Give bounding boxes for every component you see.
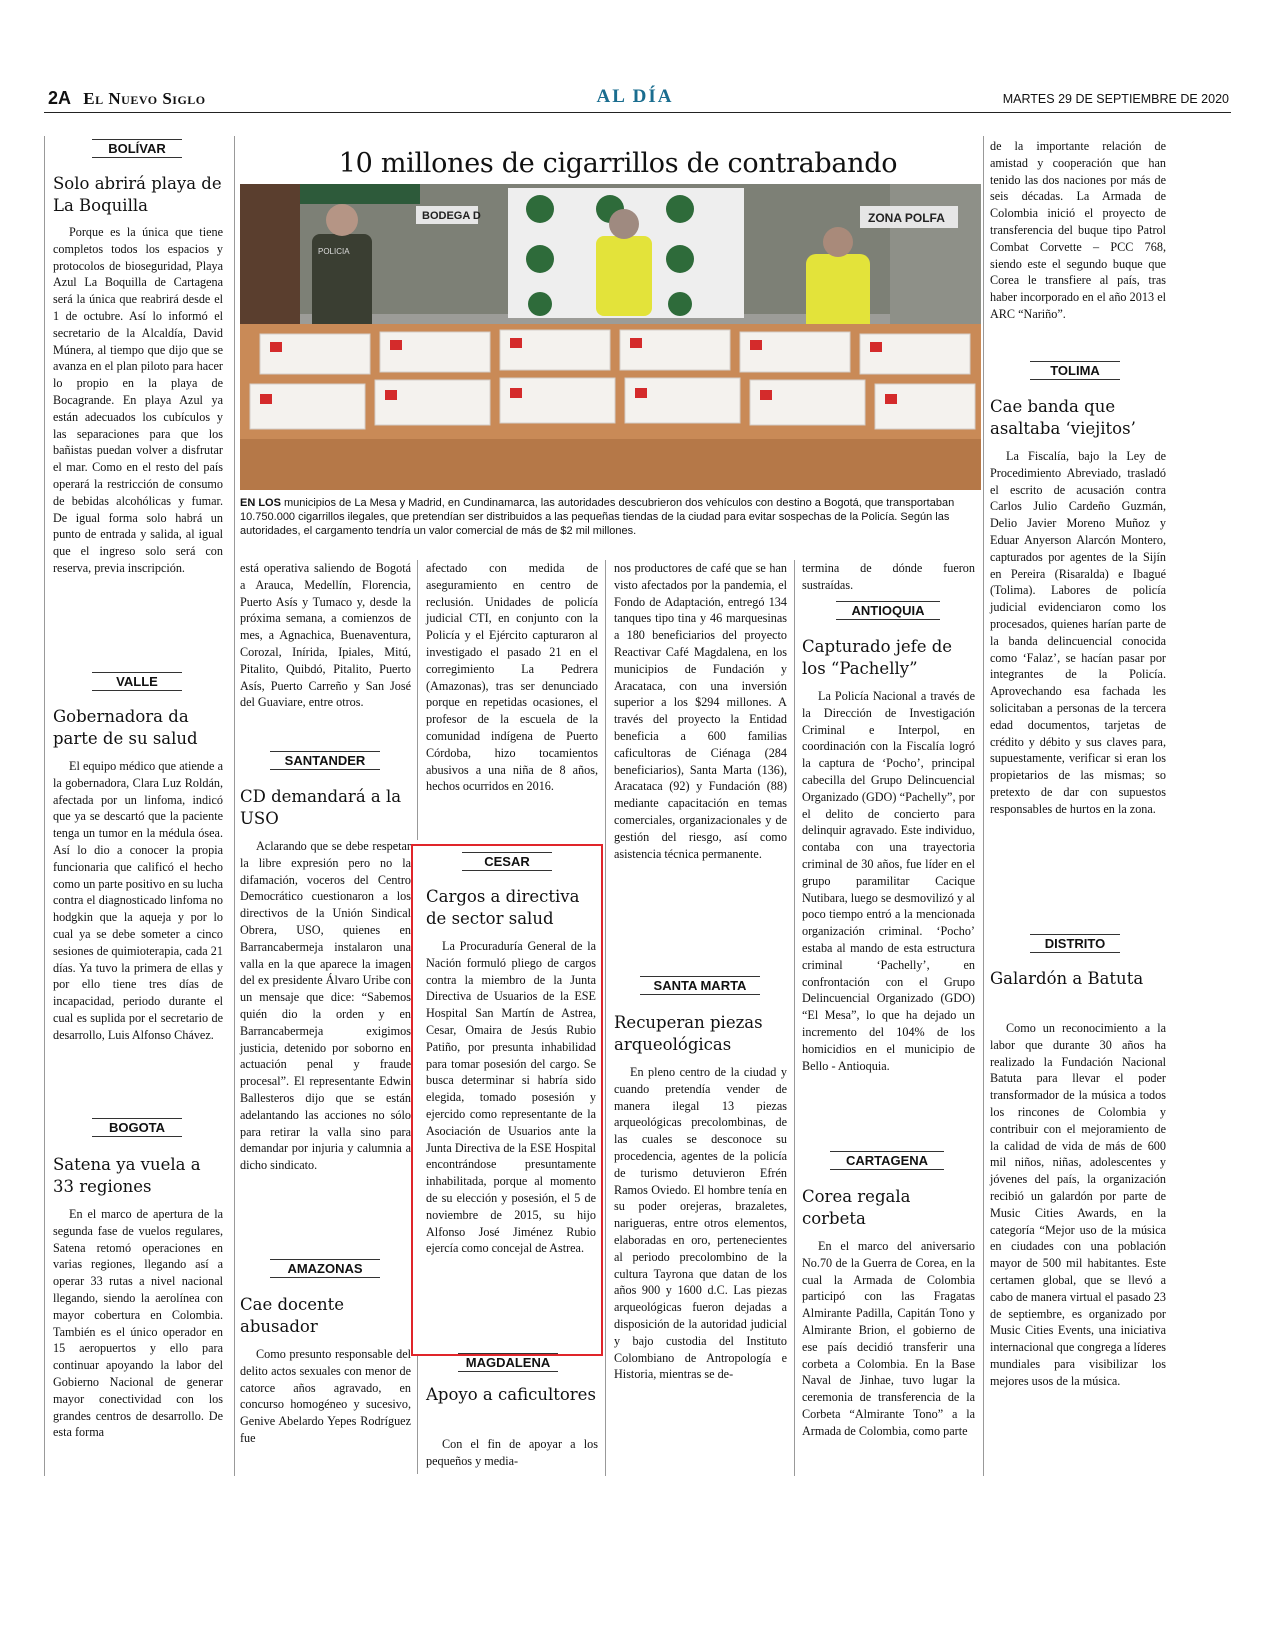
article-text: Porque es la única que tiene completos todos los espacios y protocolos de bioseguridad, Playa Azul La Boquilla de Cartagena será la única que reabrirá desde el 1 de octubre. Así lo informó el secretario de la Alcaldía, David Múnera, al tiempo que dijo que se avanza en el plan piloto para hacer lo propio en la playa de Bocagrande. En playa Azul ya están adecuados los cubículos y las separaciones para que los bañistas puedan volver a disfrutar el mar. Como en el resto del país operará la restricción de consumo de bebidas alcohólicas y fumar. De igual forma solo habrá un punto de entrada y salida, al igual que el ingreso solo será con reserva, previa inscripción. [53, 225, 223, 575]
column-divider [417, 1354, 418, 1474]
article-continuation [240, 560, 411, 711]
article-continuation [426, 560, 598, 795]
article-body [53, 1206, 223, 1441]
article-continuation [614, 560, 787, 862]
article-text: nos productores de café que se han visto afectados por la pandemia, el Fondo de Adaptación, entregó 134 tanques tipo tina y 46 marquesinas a 180 beneficiarios del proyecto Reactivar Café Magdalena, en los municipios de Fundación y Aracataca, con una inversión superior a los $294 millones. A través del proyecto la Entidad beneficia a 600 familias caficultoras de Ciénaga (284 beneficiarios), Santa Marta (136), Aracataca (92) y Fundación (88) mediante capacitación en temas comerciales, organizacionales y de gestión del riesgo, así como asistencia técnica permanente. [614, 561, 787, 861]
section-label-magdalena: MAGDALENA [458, 1353, 558, 1372]
article-text: La Policía Nacional a través de la Dirección de Investigación Criminal e Interpol, en coordinación con la Fiscalía logró la captura de ‘Pocho’, principal cabecilla del Grupo Delincuencial Organizado (GDO) “Pachelly”, por el delito de concierto para delinquir agravado. Este individuo, contaba con una trayectoria criminal de 30 años, fue líder en el grupo paramilitar Cacique Nutibara, luego se desmovilizó y al poco tiempo entró a la mencionada organización criminal. ‘Pocho’ estaba al mando de esta estructura criminal ‘Pachelly’, en confrontación con el Grupo Delincuencial Organizado (GDO) “El Mesa”, lo que ha dejado un incremento del 104% de los homicidios en el municipio de Bello - Antioquia. [802, 689, 975, 1073]
article-headline: Gobernadora da parte de su salud [53, 707, 198, 748]
section-label-santa-marta: SANTA MARTA [640, 976, 760, 995]
section-label-bolivar: BOLÍVAR [92, 139, 182, 158]
article-body [990, 448, 1166, 818]
column-divider [234, 136, 235, 1476]
section-label-cartagena: CARTAGENA [830, 1151, 944, 1170]
article-headline: Apoyo a caficultores [426, 1385, 596, 1404]
column-divider [417, 560, 418, 840]
article-text: de la importante relación de amistad y cooperación que han tenido las dos naciones por más de seis décadas. La Armada de Colombia inició el proyecto de transferencia del buque tipo Patrol Combat Corvette – PCC 768, siendo este el segundo buque que Corea le transfiere al país, tras haber incorporado en el año 2013 el ARC “Nariño”. [990, 139, 1166, 321]
article-text: está operativa saliendo de Bogotá a Arauca, Medellín, Florencia, Puerto Asís y Tumaco y, desde la próxima semana, a comienzos de mes, a Agnachica, Buenaventura, Corozal, Inírida, Ipiales, Mitú, Pitalito, Quibdó, Pitalito, Puerto Asís, Puerto Carreño y San José del Guaviare, entre otros. [240, 561, 411, 710]
article-text: Como un reconocimiento a la labor que durante 30 años ha realizado la Fundación Nacional Batuta para llevar el poder transformador de la música a todos los rincones de Colombia y contribuir con el mejoramiento de la calidad de vida de más de 600 mil niños, niñas, adolescentes y jóvenes del país, la organización recibió un galardón por parte de Music Cities Awards, en la categoría “Mejor uso de la música en ciudades con una población mayor de 500 mil habitantes. Este certamen global, que se llevó a cabo de manera virtual el pasado 23 de septiembre, es organizado por Music Cities Events, una iniciativa internacional que congrega a líderes mundiales para visibilizar los mejores usos de la música. [990, 1021, 1166, 1388]
section-label-distrito: DISTRITO [1030, 934, 1120, 953]
article-body [802, 1238, 975, 1440]
article-headline: Capturado jefe de los “Pachelly” [802, 637, 953, 678]
section-label-amazonas: AMAZONAS [270, 1259, 380, 1278]
article-text: En el marco del aniversario No.70 de la Guerra de Corea, en la cual la Armada de Colombia participó con las Fragatas Almirante Padilla, Capitán Tono y Almirante Brion, el gobierno de ese país decidió transferir una corbeta a Colombia. En la Base Naval de Jinhae, tuvo lugar la ceremonia de transferencia de la Corbeta “Almirante Tono” a la Armada de Colombia, como parte [802, 1239, 975, 1438]
article-continuation [990, 138, 1166, 323]
column-divider [983, 136, 984, 1476]
article-headline: Corea regala corbeta [802, 1187, 911, 1228]
article-text: termina de dónde fueron sustraídas. [802, 561, 975, 592]
article-body [990, 1020, 1166, 1390]
article-body [240, 1346, 411, 1447]
article-text: afectado con medida de aseguramiento en centro de reclusión. Unidades de policía judicial CTI, en conjunto con la Policía y el Ejército capturaron al investigado el pasado 21 en el corregimiento La Pedrera (Amazonas), tras ser denunciado porque en repetidas ocasiones, el profesor de la escuela de la comunidad indígena de Puerto Córdoba, hizo tocamientos abusivos a una niña de 8 años, hechos ocurridos en 2016. [426, 561, 598, 794]
article-text: Con el fin de apoyar a los pequeños y media- [426, 1437, 598, 1468]
article-text: En pleno centro de la ciudad y cuando pretendía vender de manera ilegal 13 piezas arqueológicas precolombinas, de las cuales se desconoce su procedencia, agentes de la policía de turismo detuvieron Efrén Ramos Oviedo. El hombre tenía en su poder orejeras, brazaletes, narigueras, entre otros elementos, elaboradas en oro, pertenecientes al periodo precolombino de la cultura Tayrona que datan de los años 900 y 1600 d.C. Las piezas arqueológicas fueron dejadas a disposición de la autoridad judicial y bajo custodia del Instituto Colombiano de Antropología e Historia, mientras se de- [614, 1065, 787, 1382]
article-body [802, 688, 975, 1074]
article-headline: Galardón a Batuta [990, 969, 1144, 988]
issue-date: MARTES 29 DE SEPTIEMBRE DE 2020 [1002, 92, 1229, 106]
caption-text: municipios de La Mesa y Madrid, en Cundinamarca, las autoridades descubrieron dos vehículos con destino a Bogotá, que transportaban 10.750.000 cigarrillos ilegales, que pretendían ser distribuidos a las pequeñas tiendas de la ciudad para evitar sospechas de la Policía. Según las autoridades, el cargamento tendría un valor comercial de más de $2 mil millones. [240, 497, 955, 537]
article-text: Aclarando que se debe respetar la libre expresión pero no la difamación, voceros del Centro Democrático cuestionaron a los directivos de la Unión Sindical Obrera, USO, quienes en Barrancabermeja instalaron una valla en la que aparece la imagen del ex presidente Álvaro Uribe con un mensaje que dice: “Sabemos quién dio la orden y en Barrancabermeja exigimos justicia, detenido por soborno en actuación penal y fraude procesal”. El representante Edwin Ballesteros dijo que se están adelantando las acciones no sólo para retirar la valla sino para demandar por injuria y calumnia a dicho sindicato. [240, 839, 411, 1173]
section-name: AL DÍA [596, 86, 674, 107]
column-divider [794, 560, 795, 1476]
section-label-santander: SANTANDER [270, 751, 380, 770]
article-body [53, 224, 223, 577]
article-headline: Satena ya vuela a 33 regiones [53, 1155, 201, 1196]
column-divider [44, 136, 45, 1476]
article-body [426, 938, 596, 1257]
article-continuation [802, 560, 975, 594]
column-divider [605, 560, 606, 1476]
article-body [614, 1064, 787, 1383]
article-body [53, 758, 223, 1044]
article-text: En el marco de apertura de la segunda fase de vuelos regulares, Satena retomó operaciones en varias regiones, llegando así a operar 33 rutas a nivel nacional llegando, siendo la aerolínea con mayor cobertura en Colombia. También es el único operador en 15 aeropuertos y ello para continuar apoyando la labor del Gobierno Nacional de generar mayor conectividad con los grandes centros de desarrollo. De esta forma [53, 1207, 223, 1440]
article-headline: Recuperan piezas arqueológicas [614, 1013, 763, 1054]
article-text: El equipo médico que atiende a la gobernadora, Clara Luz Roldán, afectada por un linfoma, indicó que ya se descartó que la paciente tenga un tumor en la médula ósea. Así lo dio a conocer la propia funcionaria que calificó el hecho como un parte positivo en su lucha contra el diagnosticado linfoma no hodgkin que la aqueja y por lo cual ya se debe someter a cinco sesiones de quimioterapia, cada 21 días. Ya tuvo la primera de ellas y por ello tiene tres días de incapacidad, periodo durante el cual es suplida por el secretario de desarrollo, Luis Alfonso Chávez. [53, 759, 223, 1042]
header-rule [44, 112, 1231, 113]
feature-headline: 10 millones de cigarrillos de contrabando [338, 148, 898, 179]
article-headline: Cae banda que asaltaba ‘viejitos’ [990, 397, 1136, 438]
article-headline: Cae docente abusador [240, 1295, 344, 1336]
section-label-tolima: TOLIMA [1030, 361, 1120, 380]
photo-sign: BODEGA D [422, 210, 481, 222]
article-headline: CD demandará a la USO [240, 787, 402, 828]
article-body [426, 1436, 598, 1470]
page-number: 2A [48, 88, 72, 108]
newspaper-name: El Nuevo Siglo [83, 89, 206, 108]
photo-sign: POLICIA [318, 247, 350, 256]
article-text: La Procuraduría General de la Nación formuló pliego de cargos contra la miembro de la Junta Directiva de Usuarios de la ESE Hospital San Martín de Astrea, Cesar, Omaira de Jesús Rubio Patiño, por presunta inhabilidad para tomar posesión del cargo. Se busca determinar si habría sido elegida, tomado posesión y ejercido como representante de la Asociación de Usuarios ante la Junta Directiva de la ESE Hospital encontrándose presuntamente inhabilitada, porque al momento de su elección y posesión, el 5 de noviembre de 2015, su hijo Alfonso José Jiménez Rubio ejercía como concejal de Astrea. [426, 939, 596, 1256]
article-body [240, 838, 411, 1174]
photo-sign: ZONA POLFA [868, 211, 945, 225]
section-label-antioquia: ANTIOQUIA [836, 601, 940, 620]
section-label-cesar: CESAR [462, 852, 552, 871]
feature-photo [240, 184, 981, 490]
article-text: Como presunto responsable del delito actos sexuales con menor de catorce años agravado, en concurso homogéneo y sucesivo, Genive Abelardo Yepes Rodríguez fue [240, 1347, 411, 1445]
section-label-bogota: BOGOTA [92, 1118, 182, 1137]
article-headline: Solo abrirá playa de La Boquilla [53, 174, 222, 215]
section-label-valle: VALLE [92, 672, 182, 691]
photo-caption [240, 496, 981, 538]
article-text: La Fiscalía, bajo la Ley de Procedimiento Abreviado, trasladó el escrito de acusación contra Carlos Julio Cardeño Guzmán, Delio Javier Moreno Muñoz y Eduar Anyerson Alarcón Montero, capturados por agentes de la Sijín en Pereira (Risaralda) e Ibagué (Tolima). Labores de policía judicial evidenciaron como los procesados, quienes harían parte de la banda delincuencial conocida como ‘Falaz’, se hacían pasar por integrantes de la Policía. Aprovechando esa fachada les solicitaban a personas de la tercera edad documentos, tarjetas de crédito y débito y sus claves para, supuestamente, verificar si eran los propietarios de las mismas; so pretexto de dar con supuestos responsables de hurtos en la zona. [990, 449, 1166, 816]
contraband-cigarettes-photo [240, 184, 981, 490]
page-header-left [48, 88, 206, 109]
caption-lead: EN LOS [240, 497, 281, 509]
article-headline: Cargos a directiva de sector salud [426, 887, 580, 928]
